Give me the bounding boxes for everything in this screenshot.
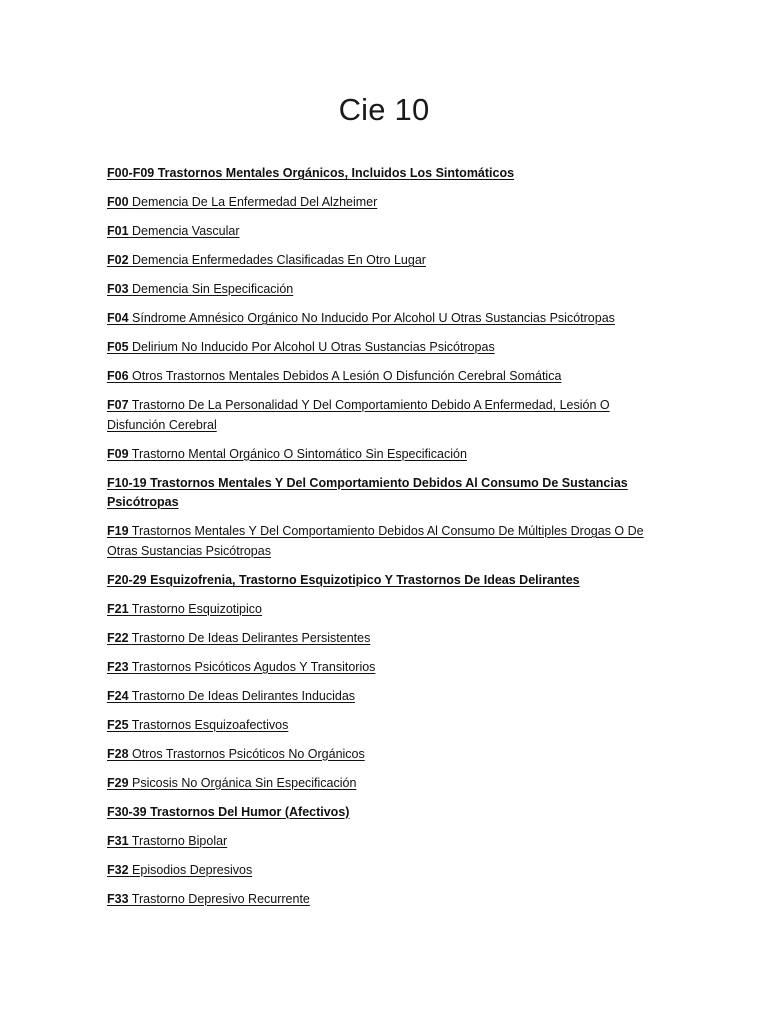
code-list-item [107, 658, 652, 678]
code-link[interactable] [107, 447, 467, 461]
page-title: Cie 10 [338, 92, 430, 127]
code-label: F04 [107, 311, 129, 325]
code-link[interactable] [107, 282, 293, 296]
code-list-item [107, 687, 652, 707]
code-description: Trastornos Mentales Y Del Comportamiento Debidos Al Consumo De Sustancias Psicótropas [107, 475, 628, 509]
code-label: F23 [107, 659, 129, 674]
code-label: F00-F09 [107, 166, 155, 180]
code-list-item [107, 193, 652, 213]
code-link[interactable] [107, 689, 355, 703]
code-group-link[interactable] [107, 166, 514, 180]
code-description: Trastornos Mentales Orgánicos, Incluidos Los Sintomáticos [157, 166, 515, 180]
code-link[interactable] [107, 311, 615, 325]
code-label: F32 [107, 862, 129, 877]
code-description: Trastorno Bipolar [131, 833, 228, 848]
code-description: Trastornos Mentales Y Del Comportamiento Debidos Al Consumo De Múltiples Drogas O De Otras Sustancias Psicótropas [107, 524, 644, 558]
code-link[interactable] [107, 340, 495, 354]
code-list-item [107, 716, 652, 736]
code-list-item [107, 522, 652, 561]
code-list-item [107, 396, 652, 435]
code-group-link[interactable] [107, 573, 580, 587]
code-list-item [107, 251, 652, 271]
code-label: F07 [107, 398, 129, 412]
icd-code-list [107, 164, 652, 919]
code-list-item [107, 774, 652, 794]
code-description: Demencia Sin Especificación [132, 282, 294, 296]
code-description: Demencia Enfermedades Clasificadas En Otro Lugar [132, 253, 426, 267]
code-label: F24 [107, 688, 129, 703]
code-link[interactable] [107, 660, 375, 674]
code-list-item [107, 890, 652, 910]
code-label: F10-19 [107, 475, 147, 490]
code-group-item [107, 474, 652, 513]
code-group-item [107, 571, 652, 591]
code-description: Trastorno De Ideas Delirantes Persistentes [131, 630, 371, 645]
code-link[interactable] [107, 524, 644, 558]
code-description: Trastorno Depresivo Recurrente [131, 891, 310, 906]
code-list-item [107, 600, 652, 620]
code-description: Otros Trastornos Mentales Debidos A Lesión O Disfunción Cerebral Somática [132, 369, 562, 383]
code-list-item [107, 745, 652, 765]
code-group-item [107, 803, 652, 823]
code-description: Trastornos Del Humor (Afectivos) [150, 804, 350, 819]
code-description: Trastornos Psicóticos Agudos Y Transitorios [131, 659, 376, 674]
code-description: Trastornos Esquizoafectivos [131, 717, 289, 732]
code-group-link[interactable] [107, 476, 628, 510]
code-list-item [107, 280, 652, 300]
code-link[interactable] [107, 747, 365, 761]
code-link[interactable] [107, 195, 377, 209]
code-description: Otros Trastornos Psicóticos No Orgánicos [132, 746, 365, 761]
code-link[interactable] [107, 398, 610, 432]
code-description: Trastorno De Ideas Delirantes Inducidas [131, 688, 356, 703]
code-list-item [107, 222, 652, 242]
code-description: Esquizofrenia, Trastorno Esquizotipico Y Trastornos De Ideas Delirantes [150, 572, 580, 587]
code-link[interactable] [107, 834, 227, 848]
code-description: Demencia Vascular [132, 224, 240, 238]
code-list-item [107, 832, 652, 852]
code-list-item [107, 338, 652, 358]
code-label: F06 [107, 369, 129, 383]
code-link[interactable] [107, 253, 426, 267]
code-label: F05 [107, 340, 129, 354]
code-link[interactable] [107, 863, 252, 877]
code-description: Delirium No Inducido Por Alcohol U Otras Sustancias Psicótropas [132, 340, 495, 354]
code-label: F31 [107, 833, 129, 848]
code-label: F30-39 [107, 804, 147, 819]
code-link[interactable] [107, 631, 370, 645]
code-label: F29 [107, 775, 129, 790]
code-link[interactable] [107, 892, 310, 906]
code-label: F02 [107, 253, 129, 267]
code-description: Psicosis No Orgánica Sin Especificación [132, 775, 357, 790]
code-label: F33 [107, 891, 129, 906]
code-list-item [107, 629, 652, 649]
code-description: Trastorno Mental Orgánico O Sintomático Sin Especificación [131, 446, 467, 461]
code-link[interactable] [107, 602, 262, 616]
code-label: F19 [107, 524, 129, 538]
code-label: F28 [107, 746, 129, 761]
code-label: F21 [107, 601, 129, 616]
code-group-link[interactable] [107, 805, 349, 819]
code-label: F09 [107, 446, 129, 461]
code-label: F01 [107, 224, 129, 238]
code-link[interactable] [107, 718, 288, 732]
code-list-item [107, 367, 652, 387]
code-description: Trastorno De La Personalidad Y Del Comportamiento Debido A Enfermedad, Lesión O Disfunción Cerebral [107, 398, 610, 432]
code-description: Síndrome Amnésico Orgánico No Inducido Por Alcohol U Otras Sustancias Psicótropas [132, 311, 615, 325]
code-list-item [107, 861, 652, 881]
code-label: F25 [107, 717, 129, 732]
code-link[interactable] [107, 776, 356, 790]
code-link[interactable] [107, 224, 239, 238]
code-label: F00 [107, 195, 129, 209]
code-list-item [107, 445, 652, 465]
code-description: Trastorno Esquizotipico [131, 601, 262, 616]
code-description: Demencia De La Enfermedad Del Alzheimer [132, 195, 378, 209]
code-group-item [107, 164, 652, 184]
code-link[interactable] [107, 369, 561, 383]
code-label: F22 [107, 630, 129, 645]
code-label: F20-29 [107, 572, 147, 587]
code-description: Episodios Depresivos [132, 862, 253, 877]
code-list-item [107, 309, 652, 329]
code-label: F03 [107, 282, 129, 296]
